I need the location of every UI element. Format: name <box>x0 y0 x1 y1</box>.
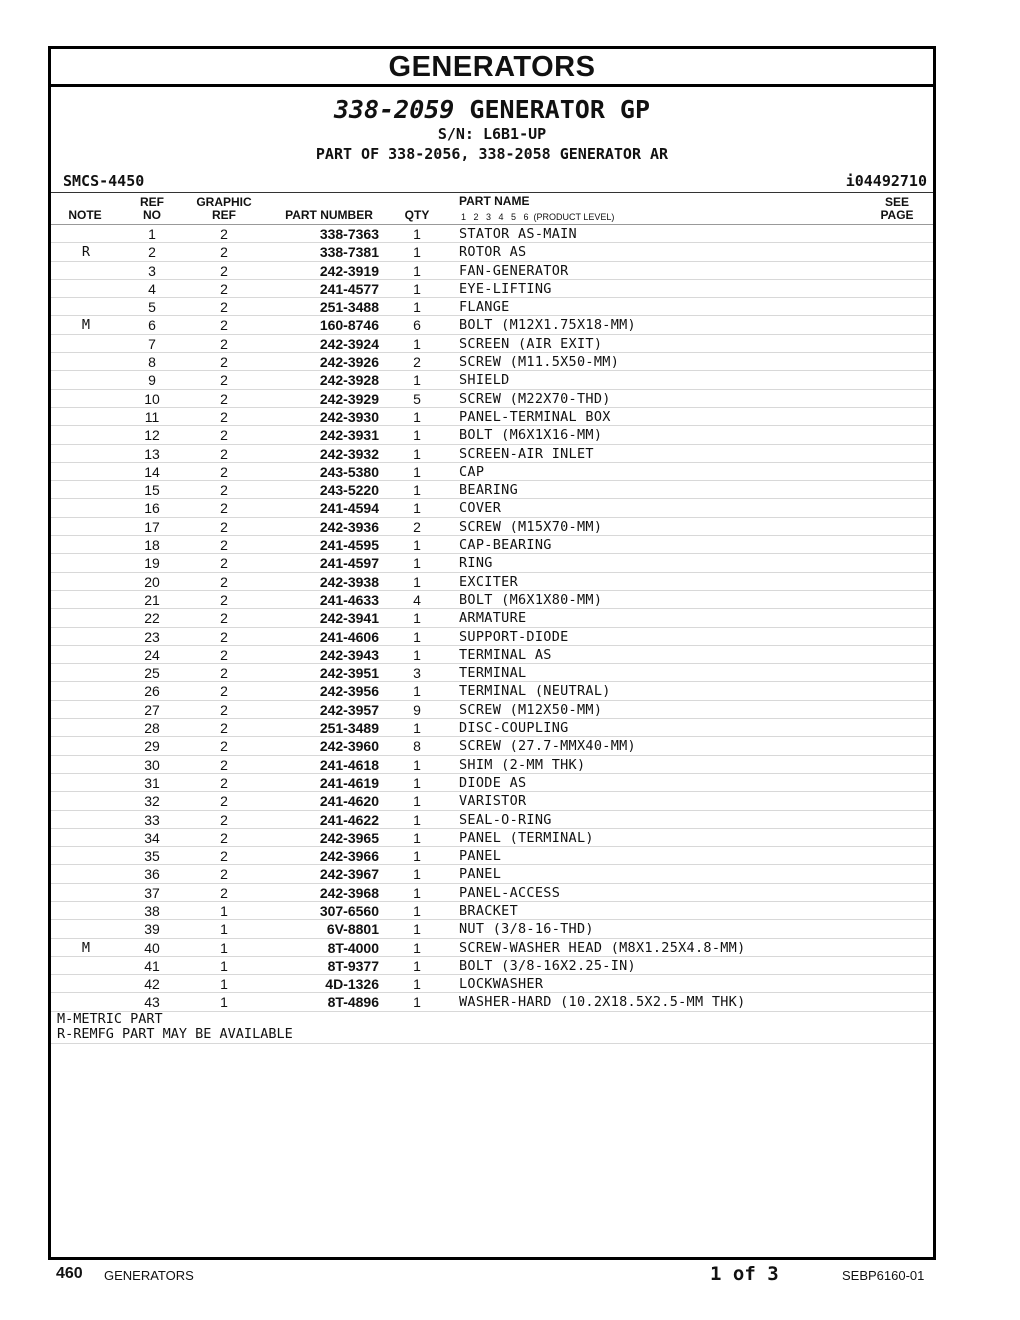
row-ref-no: 2 <box>148 244 156 261</box>
row-ref-no: 17 <box>144 518 160 535</box>
row-part-number: 8T-4000 <box>327 939 379 956</box>
row-graphic-ref: 2 <box>220 427 228 444</box>
row-part-name: PANEL-TERMINAL BOX <box>459 408 611 425</box>
row-part-name: DISC-COUPLING <box>459 720 569 737</box>
row-graphic-ref: 2 <box>220 518 228 535</box>
table-row <box>51 445 933 463</box>
row-ref-no: 12 <box>144 427 160 444</box>
row-qty: 5 <box>413 390 421 407</box>
row-part-name: ROTOR AS <box>459 244 527 261</box>
table-row <box>51 426 933 444</box>
row-graphic-ref: 1 <box>220 957 228 974</box>
row-graphic-ref: 2 <box>220 628 228 645</box>
row-ref-no: 40 <box>144 939 160 956</box>
row-qty: 1 <box>413 921 421 938</box>
row-part-name: STATOR AS-MAIN <box>459 226 577 242</box>
meta-row <box>51 170 933 192</box>
row-part-name: BOLT (M6X1X16-MM) <box>459 427 603 444</box>
table-row <box>51 829 933 847</box>
row-graphic-ref: 2 <box>220 500 228 517</box>
row-part-name: RING <box>459 555 493 572</box>
row-ref-no: 34 <box>144 829 160 846</box>
table-row <box>51 408 933 426</box>
row-ref-no: 19 <box>144 555 160 572</box>
row-ref-no: 41 <box>144 957 160 974</box>
row-ref-no: 4 <box>148 280 156 297</box>
row-qty: 1 <box>413 683 421 700</box>
row-graphic-ref: 1 <box>220 976 228 993</box>
row-ref-no: 33 <box>144 811 160 828</box>
header-graphic-1: GRAPHIC <box>196 195 252 209</box>
row-qty: 1 <box>413 848 421 865</box>
table-row <box>51 646 933 664</box>
row-part-name: SCREW (M12X50-MM) <box>459 701 603 718</box>
serial-number: S/N: L6B1-UP <box>437 125 547 143</box>
row-ref-no: 23 <box>144 628 160 645</box>
row-part-name: PANEL-ACCESS <box>459 884 561 901</box>
table-row <box>51 518 933 536</box>
row-ref-no: 30 <box>144 756 160 773</box>
row-graphic-ref: 2 <box>220 244 228 261</box>
row-graphic-ref: 2 <box>220 866 228 883</box>
table-row <box>51 975 933 993</box>
row-part-number: 242-3967 <box>319 866 379 883</box>
row-ref-no: 36 <box>144 866 160 883</box>
row-ref-no: 28 <box>144 720 160 737</box>
row-part-number: 241-4622 <box>319 811 379 828</box>
table-row <box>51 884 933 902</box>
table-row <box>51 682 933 700</box>
row-qty: 1 <box>413 335 421 352</box>
row-note: M <box>81 939 91 956</box>
table-row <box>51 316 933 334</box>
row-qty: 1 <box>413 628 421 645</box>
table-row <box>51 792 933 810</box>
table-row <box>51 774 933 792</box>
row-part-number: 242-3941 <box>319 610 379 627</box>
row-qty: 1 <box>413 829 421 846</box>
row-part-name: TERMINAL <box>459 665 527 682</box>
row-part-name: TERMINAL AS <box>459 646 552 663</box>
row-part-number: 241-4620 <box>319 793 379 810</box>
table-row <box>51 499 933 517</box>
row-part-name: SCREW (M15X70-MM) <box>459 518 603 535</box>
row-part-number: 241-4595 <box>319 537 379 554</box>
table-row <box>51 939 933 957</box>
row-graphic-ref: 2 <box>220 262 228 279</box>
row-graphic-ref: 2 <box>220 390 228 407</box>
row-part-name: FAN-GENERATOR <box>459 262 569 279</box>
row-graphic-ref: 2 <box>220 463 228 480</box>
part-of-line: PART OF 338-2056, 338-2058 GENERATOR AR <box>315 145 669 163</box>
footer-doc-number: SEBP6160-01 <box>842 1268 925 1283</box>
header-part-name: PART NAME <box>459 194 530 208</box>
row-graphic-ref: 2 <box>220 811 228 828</box>
row-part-name: SEAL-O-RING <box>459 811 552 828</box>
row-ref-no: 14 <box>144 463 160 480</box>
row-graphic-ref: 2 <box>220 537 228 554</box>
row-ref-no: 37 <box>144 884 160 901</box>
row-part-name: ARMATURE <box>459 610 527 627</box>
row-part-number: 242-3956 <box>319 683 379 700</box>
table-row <box>51 902 933 920</box>
table-row <box>51 920 933 938</box>
row-ref-no: 16 <box>144 500 160 517</box>
parts-page-frame <box>48 46 936 1260</box>
table-row <box>51 719 933 737</box>
row-graphic-ref: 2 <box>220 280 228 297</box>
row-part-number: 243-5380 <box>319 463 379 480</box>
row-graphic-ref: 2 <box>220 317 228 334</box>
row-part-name: SCREEN-AIR INLET <box>459 445 594 462</box>
row-qty: 4 <box>413 591 421 608</box>
row-qty: 1 <box>413 244 421 261</box>
row-ref-no: 5 <box>148 299 156 316</box>
table-row <box>51 262 933 280</box>
row-graphic-ref: 2 <box>220 555 228 572</box>
row-note: R <box>81 244 91 261</box>
row-part-number: 242-3929 <box>319 390 379 407</box>
table-row <box>51 847 933 865</box>
row-qty: 1 <box>413 262 421 279</box>
row-part-number: 242-3965 <box>319 829 379 846</box>
row-ref-no: 18 <box>144 537 160 554</box>
table-row <box>51 865 933 883</box>
row-graphic-ref: 2 <box>220 646 228 663</box>
row-graphic-ref: 2 <box>220 756 228 773</box>
row-part-name: SCREW-WASHER HEAD (M8X1.25X4.8-MM) <box>459 939 746 956</box>
row-qty: 2 <box>413 354 421 371</box>
row-part-number: 8T-9377 <box>327 957 379 974</box>
row-part-number: 242-3924 <box>319 335 379 352</box>
row-qty: 1 <box>413 482 421 499</box>
row-ref-no: 10 <box>144 390 160 407</box>
row-ref-no: 11 <box>144 408 160 425</box>
row-part-number: 8T-4896 <box>327 994 379 1011</box>
row-qty: 1 <box>413 976 421 993</box>
row-graphic-ref: 2 <box>220 683 228 700</box>
row-part-number: 242-3938 <box>319 573 379 590</box>
table-row <box>51 390 933 408</box>
row-part-name: SUPPORT-DIODE <box>459 628 569 645</box>
row-ref-no: 7 <box>148 335 156 352</box>
row-graphic-ref: 2 <box>220 701 228 718</box>
row-graphic-ref: 2 <box>220 573 228 590</box>
group-number: 338-2059 <box>333 95 455 124</box>
page-footer <box>0 1263 1020 1289</box>
row-part-name: SCREW (M22X70-THD) <box>459 390 611 407</box>
row-part-name: PANEL (TERMINAL) <box>459 829 594 846</box>
row-ref-no: 21 <box>144 591 160 608</box>
row-part-number: 242-3966 <box>319 848 379 865</box>
row-qty: 1 <box>413 720 421 737</box>
row-ref-no: 32 <box>144 793 160 810</box>
row-part-number: 242-3931 <box>319 427 379 444</box>
section-title: GENERATORS <box>51 49 933 87</box>
row-part-number: 242-3951 <box>319 665 379 682</box>
row-ref-no: 27 <box>144 701 160 718</box>
row-part-name: BOLT (M6X1X80-MM) <box>459 591 603 608</box>
row-ref-no: 26 <box>144 683 160 700</box>
row-graphic-ref: 2 <box>220 299 228 316</box>
row-part-number: 307-6560 <box>319 902 379 919</box>
row-qty: 3 <box>413 665 421 682</box>
row-ref-no: 22 <box>144 610 160 627</box>
table-row <box>51 573 933 591</box>
row-qty: 1 <box>413 646 421 663</box>
table-row <box>51 298 933 316</box>
table-row <box>51 463 933 481</box>
row-ref-no: 13 <box>144 445 160 462</box>
row-part-name: FLANGE <box>459 299 510 316</box>
row-qty: 1 <box>413 793 421 810</box>
row-graphic-ref: 1 <box>220 902 228 919</box>
row-part-name: LOCKWASHER <box>459 976 544 993</box>
row-qty: 1 <box>413 555 421 572</box>
row-part-name: VARISTOR <box>459 793 527 810</box>
row-graphic-ref: 1 <box>220 921 228 938</box>
row-qty: 1 <box>413 902 421 919</box>
row-qty: 1 <box>413 866 421 883</box>
row-part-number: 242-3957 <box>319 701 379 718</box>
row-part-number: 241-4619 <box>319 774 379 791</box>
row-graphic-ref: 1 <box>220 994 228 1011</box>
row-ref-no: 1 <box>148 226 156 242</box>
row-qty: 1 <box>413 280 421 297</box>
row-part-number: 241-4618 <box>319 756 379 773</box>
table-row <box>51 701 933 719</box>
header-qty: QTY <box>404 208 430 222</box>
row-part-name: CAP <box>459 463 485 480</box>
row-ref-no: 42 <box>144 976 160 993</box>
row-part-name: CAP-BEARING <box>459 537 552 554</box>
group-name: GENERATOR GP <box>469 95 651 124</box>
product-levels: 1 2 3 4 5 6 (PRODUCT LEVEL) <box>461 212 615 222</box>
row-qty: 1 <box>413 811 421 828</box>
row-part-number: 160-8746 <box>319 317 379 334</box>
row-part-number: 242-3928 <box>319 372 379 389</box>
table-row <box>51 756 933 774</box>
row-part-number: 242-3930 <box>319 408 379 425</box>
header-note: NOTE <box>68 208 102 222</box>
row-graphic-ref: 2 <box>220 408 228 425</box>
row-part-number: 242-3932 <box>319 445 379 462</box>
row-ref-no: 3 <box>148 262 156 279</box>
row-graphic-ref: 2 <box>220 665 228 682</box>
table-row <box>51 371 933 389</box>
row-ref-no: 8 <box>148 354 156 371</box>
row-part-number: 242-3968 <box>319 884 379 901</box>
row-qty: 1 <box>413 408 421 425</box>
row-part-number: 242-3926 <box>319 354 379 371</box>
row-qty: 8 <box>413 738 421 755</box>
table-row <box>51 481 933 499</box>
parts-table-body <box>51 225 933 1012</box>
row-ref-no: 38 <box>144 902 160 919</box>
row-qty: 1 <box>413 445 421 462</box>
table-row <box>51 243 933 261</box>
row-graphic-ref: 2 <box>220 848 228 865</box>
row-qty: 1 <box>413 463 421 480</box>
row-qty: 6 <box>413 317 421 334</box>
row-part-name: TERMINAL (NEUTRAL) <box>459 683 611 700</box>
row-qty: 1 <box>413 756 421 773</box>
header-ref-2: NO <box>143 208 161 222</box>
row-qty: 9 <box>413 701 421 718</box>
row-qty: 2 <box>413 518 421 535</box>
illustration-id: i04492710 <box>845 172 927 190</box>
row-part-name: BEARING <box>459 482 518 499</box>
header-see-1: SEE <box>884 195 909 209</box>
row-part-name: EXCITER <box>459 573 518 590</box>
row-qty: 1 <box>413 226 421 242</box>
header-see-2: PAGE <box>880 208 914 222</box>
row-part-number: 243-5220 <box>319 482 379 499</box>
row-part-name: DIODE AS <box>459 774 527 791</box>
smcs-code: SMCS-4450 <box>63 172 145 190</box>
row-qty: 1 <box>413 994 421 1011</box>
row-part-number: 241-4633 <box>319 591 379 608</box>
row-part-number: 4D-1326 <box>325 976 379 993</box>
row-part-number: 241-4594 <box>319 500 379 517</box>
row-part-name: SCREW (27.7-MMX40-MM) <box>459 738 636 755</box>
row-ref-no: 43 <box>144 994 160 1011</box>
row-graphic-ref: 2 <box>220 738 228 755</box>
row-ref-no: 39 <box>144 921 160 938</box>
row-part-number: 251-3488 <box>319 299 379 316</box>
row-graphic-ref: 2 <box>220 793 228 810</box>
row-graphic-ref: 2 <box>220 445 228 462</box>
header-graphic-2: REF <box>212 208 236 222</box>
row-graphic-ref: 1 <box>220 939 228 956</box>
row-qty: 1 <box>413 500 421 517</box>
row-part-number: 338-7381 <box>319 244 379 261</box>
table-row <box>51 737 933 755</box>
row-ref-no: 15 <box>144 482 160 499</box>
row-qty: 1 <box>413 573 421 590</box>
row-ref-no: 29 <box>144 738 160 755</box>
table-header <box>51 192 933 225</box>
row-part-name: SCREW (M11.5X50-MM) <box>459 354 620 371</box>
row-ref-no: 31 <box>144 774 160 791</box>
row-qty: 1 <box>413 427 421 444</box>
row-graphic-ref: 2 <box>220 884 228 901</box>
row-part-name: SHIM (2-MM THK) <box>459 756 586 773</box>
table-row <box>51 353 933 371</box>
table-row <box>51 554 933 572</box>
table-row <box>51 664 933 682</box>
row-part-name: NUT (3/8-16-THD) <box>459 921 594 938</box>
group-title <box>51 96 933 124</box>
row-part-number: 242-3936 <box>319 518 379 535</box>
row-ref-no: 35 <box>144 848 160 865</box>
row-ref-no: 6 <box>148 317 156 334</box>
row-ref-no: 20 <box>144 573 160 590</box>
row-part-name: EYE-LIFTING <box>459 280 552 297</box>
row-part-name: BOLT (M12X1.75X18-MM) <box>459 317 636 334</box>
row-part-number: 241-4606 <box>319 628 379 645</box>
table-row <box>51 609 933 627</box>
row-part-number: 242-3960 <box>319 738 379 755</box>
table-row <box>51 811 933 829</box>
header-part-number: PART NUMBER <box>285 208 373 222</box>
table-row <box>51 225 933 243</box>
row-graphic-ref: 2 <box>220 720 228 737</box>
row-note: M <box>81 317 91 334</box>
header-ref-1: REF <box>140 195 164 209</box>
row-graphic-ref: 2 <box>220 591 228 608</box>
row-graphic-ref: 2 <box>220 354 228 371</box>
row-graphic-ref: 2 <box>220 774 228 791</box>
row-part-name: COVER <box>459 500 502 517</box>
row-part-name: PANEL <box>459 866 502 883</box>
row-part-number: 242-3919 <box>319 262 379 279</box>
legend-metric: M-METRIC PART <box>57 1010 163 1027</box>
footer-page-number: 460 <box>56 1265 83 1282</box>
row-part-number: 242-3943 <box>319 646 379 663</box>
row-qty: 1 <box>413 957 421 974</box>
footer-section: GENERATORS <box>104 1268 194 1283</box>
row-graphic-ref: 2 <box>220 335 228 352</box>
table-row <box>51 628 933 646</box>
row-ref-no: 25 <box>144 665 160 682</box>
row-graphic-ref: 2 <box>220 226 228 242</box>
row-graphic-ref: 2 <box>220 482 228 499</box>
table-row <box>51 335 933 353</box>
table-row <box>51 591 933 609</box>
row-qty: 1 <box>413 939 421 956</box>
row-qty: 1 <box>413 537 421 554</box>
row-part-name: BOLT (3/8-16X2.25-IN) <box>459 957 636 974</box>
row-qty: 1 <box>413 372 421 389</box>
row-part-number: 241-4597 <box>319 555 379 572</box>
row-part-name: SHIELD <box>459 372 510 389</box>
row-graphic-ref: 2 <box>220 829 228 846</box>
row-ref-no: 24 <box>144 646 160 663</box>
row-part-name: BRACKET <box>459 902 518 919</box>
footer-page-of: 1 of 3 <box>710 1263 779 1285</box>
row-part-name: WASHER-HARD (10.2X18.5X2.5-MM THK) <box>459 994 746 1011</box>
row-part-name: SCREEN (AIR EXIT) <box>459 335 603 352</box>
table-row <box>51 280 933 298</box>
legend <box>51 1012 933 1044</box>
table-row <box>51 536 933 554</box>
row-part-name: PANEL <box>459 848 502 865</box>
row-qty: 1 <box>413 610 421 627</box>
row-part-number: 6V-8801 <box>326 921 379 938</box>
row-graphic-ref: 2 <box>220 372 228 389</box>
row-graphic-ref: 2 <box>220 610 228 627</box>
row-qty: 1 <box>413 299 421 316</box>
row-part-number: 251-3489 <box>319 720 379 737</box>
table-row <box>51 957 933 975</box>
row-qty: 1 <box>413 774 421 791</box>
row-qty: 1 <box>413 884 421 901</box>
legend-remfg: R-REMFG PART MAY BE AVAILABLE <box>57 1025 293 1042</box>
row-part-number: 338-7363 <box>319 226 379 242</box>
table-row <box>51 993 933 1011</box>
row-part-number: 241-4577 <box>319 280 379 297</box>
row-ref-no: 9 <box>148 372 156 389</box>
